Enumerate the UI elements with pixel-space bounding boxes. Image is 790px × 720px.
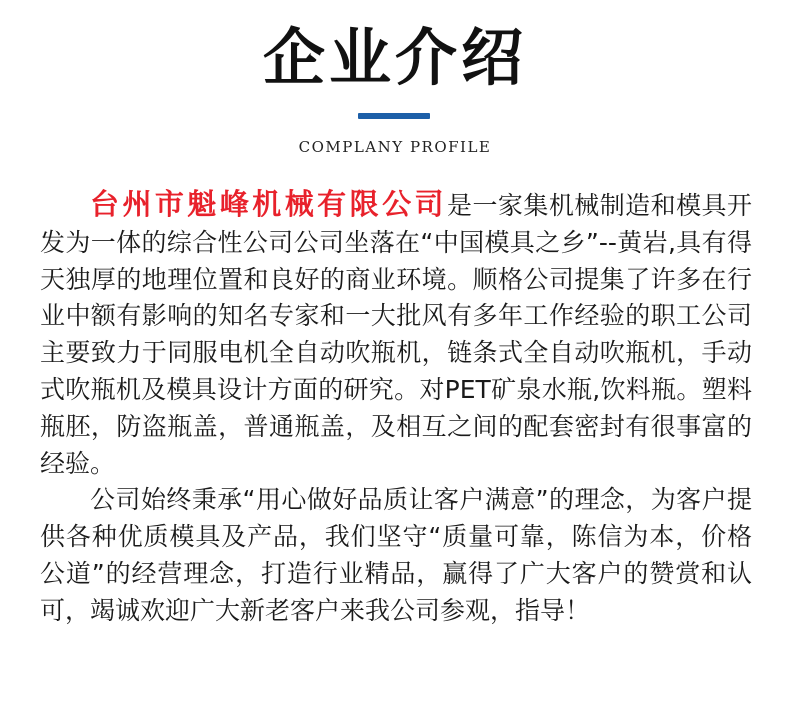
intro-paragraph-text: 是一家集机械制造和模具开发为一体的综合性公司公司坐落在“中国模具之乡”--黄岩,具有得天独厚的地理位置和良好的商业环境。顺格公司提集了许多在行业中额有影响的知名专家和一大批风有多年工作经验的职工公司主要致力于同服电机全自动吹瓶机，链条式全自动吹瓶机，手动式吹瓶机及模具设计方面的研究。对PET矿泉水瓶,饮料瓶。塑料瓶胚，防盗瓶盖，普通瓶盖，及相互之间的配套密封有很事富的经验。 xyxy=(40,191,752,478)
philosophy-paragraph: 公司始终秉承“用心做好品质让客户满意”的理念，为客户提供各种优质模具及产品，我们坚守“质量可靠，陈信为本，价格公道”的经营理念，打造行业精品，赢得了广大客户的赞赏和认可，竭诚欢迎广大新老客户来我公司参观，指导！ xyxy=(40,485,752,625)
intro-paragraph xyxy=(40,186,752,482)
page-title: 企业介绍 xyxy=(262,21,527,94)
profile-content xyxy=(40,186,752,630)
page-subtitle: COMPLANY PROFILE xyxy=(298,138,492,156)
title-divider xyxy=(358,113,430,119)
company-name: 台州市魁峰机械有限公司 xyxy=(90,187,447,221)
